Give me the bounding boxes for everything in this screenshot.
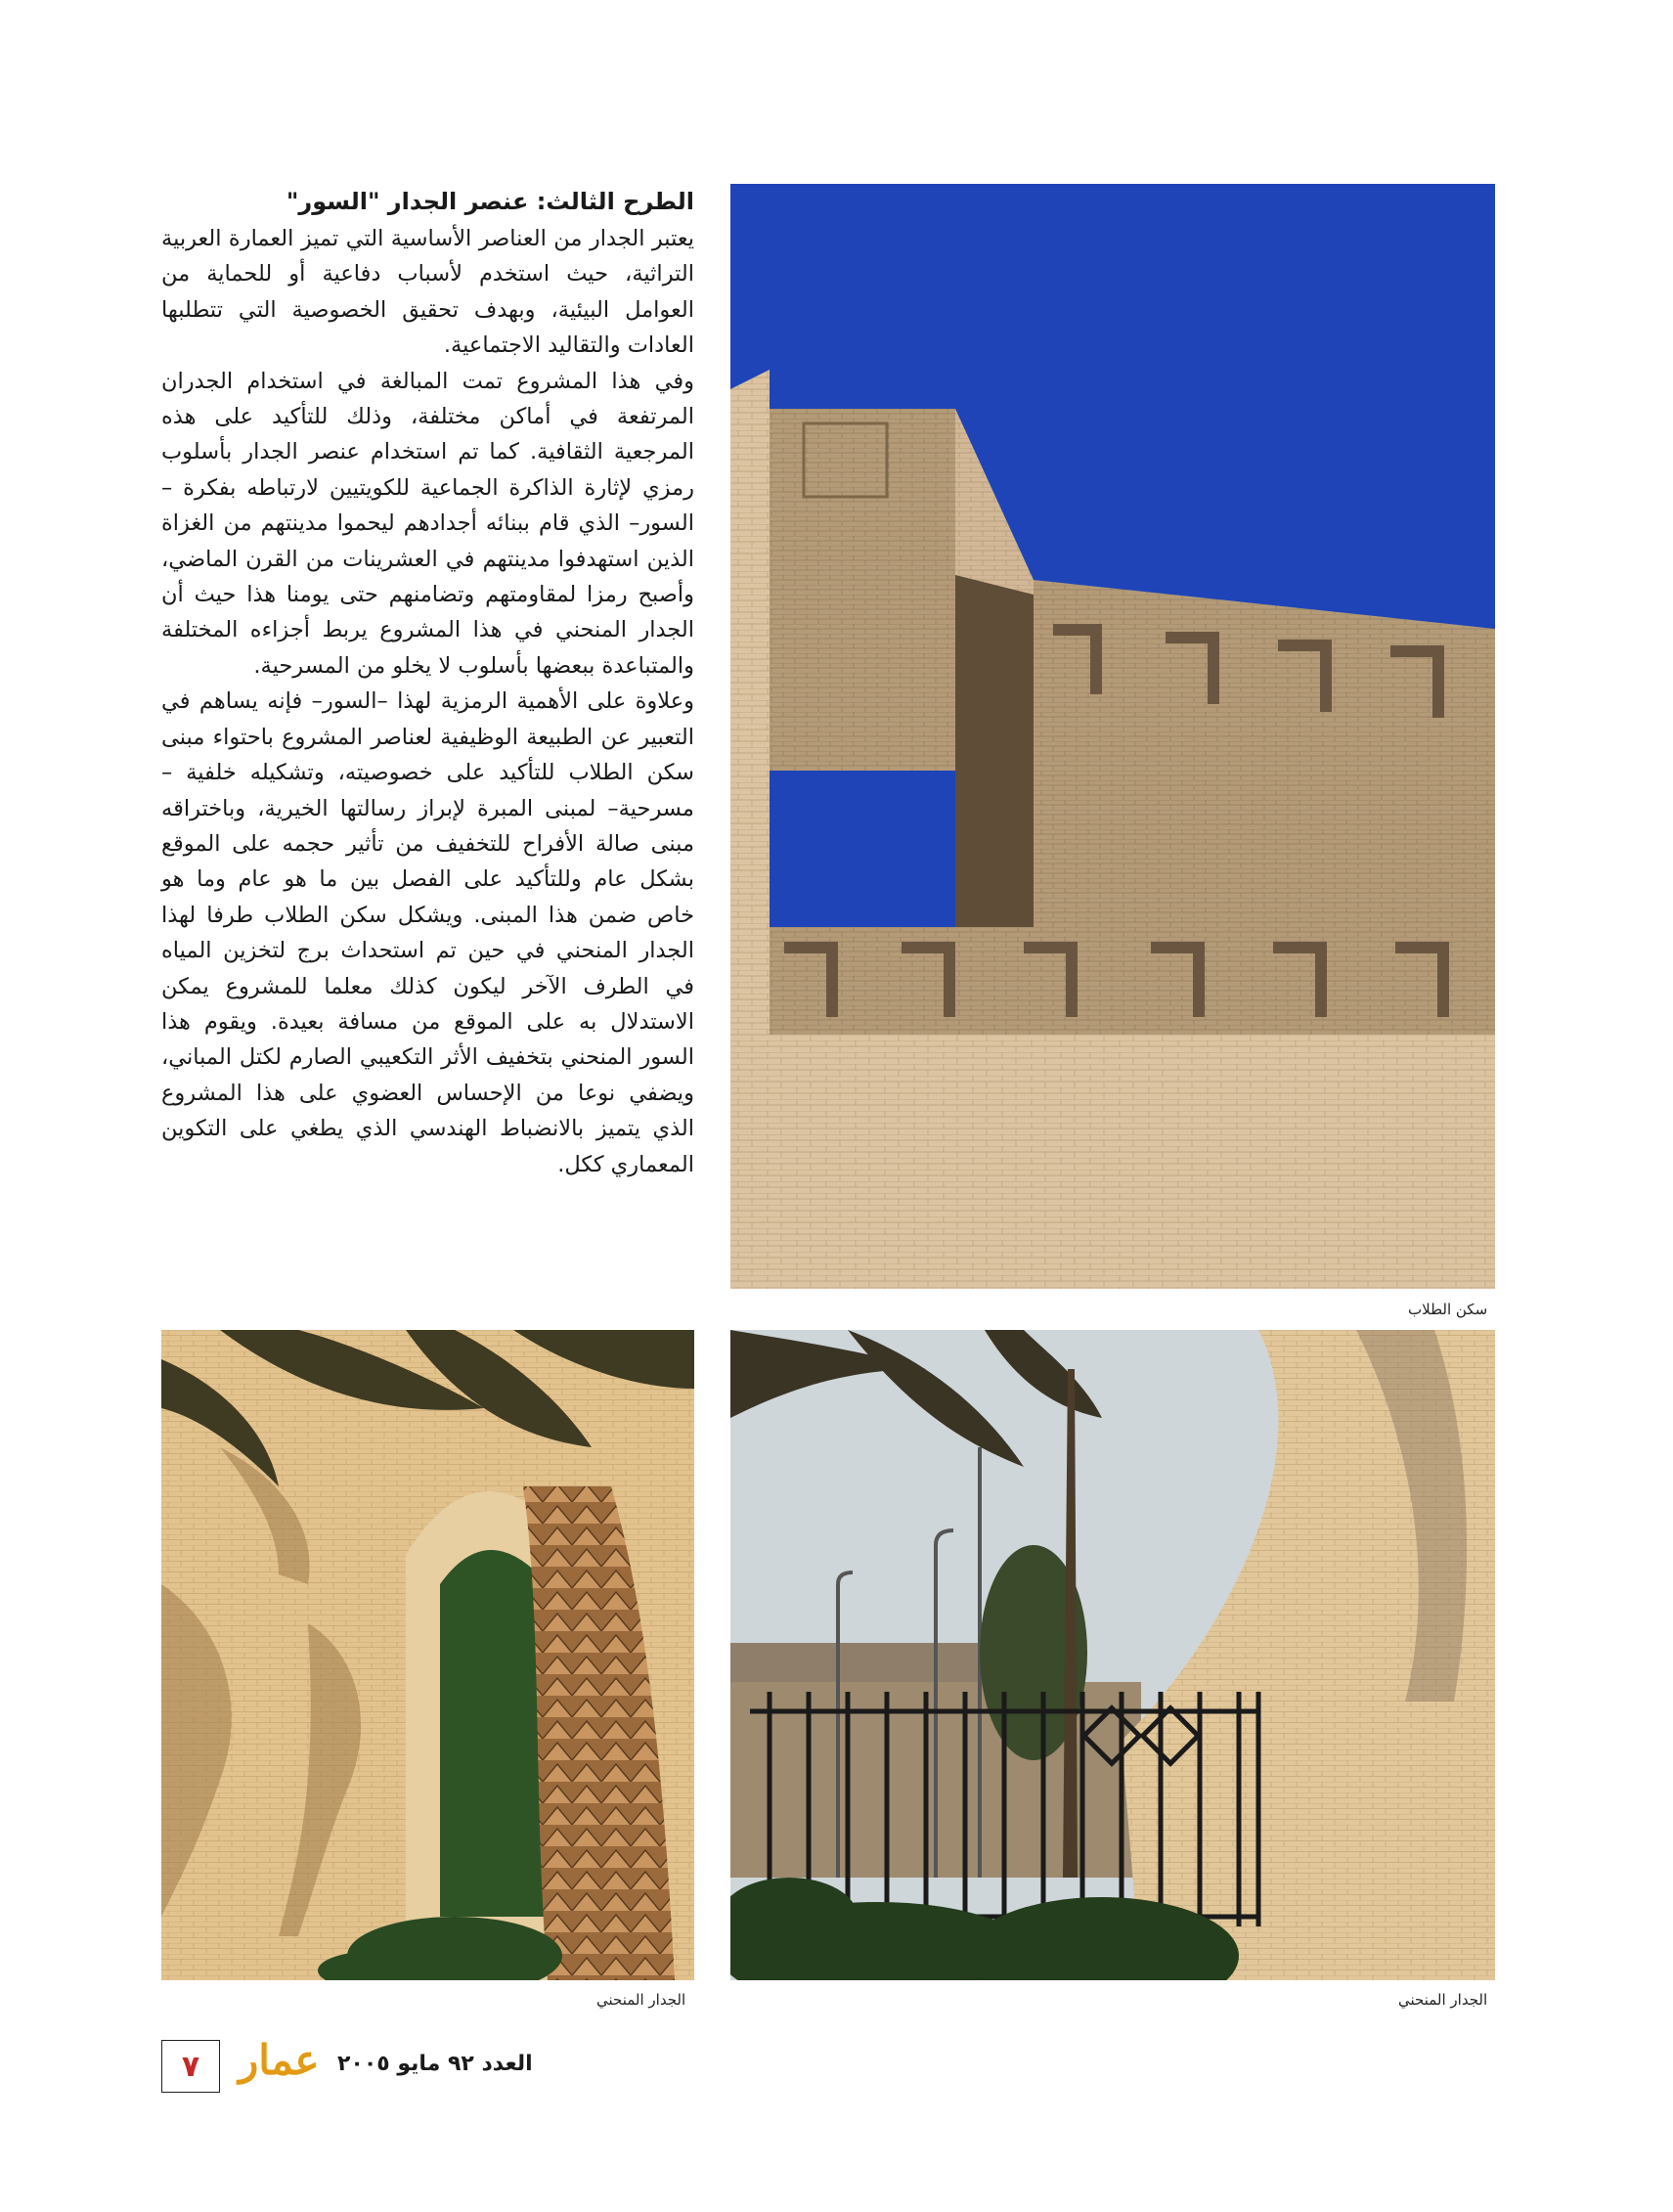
page-number: ٧ — [161, 2040, 220, 2093]
magazine-logo: عمار — [239, 2036, 320, 2084]
caption-student-housing: سكن الطلاب — [1408, 1301, 1488, 1318]
caption-curved-wall-left: الجدار المنحني — [596, 1991, 686, 2009]
photo-curved-wall-gate — [730, 1330, 1495, 1980]
article-paragraph-2: وفي هذا المشروع تمت المبالغة في استخدام الجدران المرتفعة في أماكن مختلفة، وذلك للتأكيد على هذه المرجعية الثقافية. كما تم استخدام عنصر الجدار بأسلوب رمزي لإثارة الذاكرة الجماعية للكويتيين لارتباطه بفكرة –السور– الذي قام ببنائه أجدادهم ليحموا مدينتهم من الغزاة الذين استهدفوا مدينتهم في العشرينات من القرن الماضي، وأصبح رمزا لمقاومتهم وتضامنهم حتى يومنا هذا حيث أن الجدار المنحني في هذا المشروع يربط أجزاءه المختلفة والمتباعدة ببعضها بأسلوب لا يخلو من المسرحية. — [161, 368, 694, 679]
issue-info: العدد ٩٢ مايو ٢٠٠٥ — [337, 2052, 533, 2076]
article-heading: الطرح الثالث: عنصر الجدار "السور" — [286, 188, 694, 215]
photo-palm-curved-wall — [161, 1330, 694, 1980]
article-paragraph-1: يعتبر الجدار من العناصر الأساسية التي تميز العمارة العربية التراثية، حيث استخدم لأسباب دفاعية أو للحماية من العوامل البيئية، وبهدف تحقيق الخصوصية التي تتطلبها العادات والتقاليد الاجتماعية. — [161, 226, 694, 359]
article-column — [161, 184, 694, 1182]
article-paragraph-3: وعلاوة على الأهمية الرمزية لهذا –السور– فإنه يساهم في التعبير عن الطبيعة الوظيفية لعناصر المشروع باحتواء مبنى سكن الطلاب للتأكيد على خصوصيته، وتشكيله خلفية –مسرحية– لمبنى المبرة لإبراز رسالتها الخيرية، وباختراقه مبنى صالة الأفراح للتخفيف من تأثير حجمه على الموقع بشكل عام وللتأكيد على الفصل بين ما هو عام وما هو خاص ضمن هذا المبنى. ويشكل سكن الطلاب طرفا لهذا الجدار المنحني في حين تم استحداث برج لتخزين المياه في الطرف الآخر ليكون كذلك معلما للمشروع يمكن الاستدلال به على الموقع من مسافة بعيدة. ويقوم هذا السور المنحني بتخفيف الأثر التكعيبي الصارم لكتل المباني، ويضفي نوعا من الإحساس العضوي على هذا المشروع الذي يتميز بالانضباط الهندسي الذي يطغي على التكوين المعماري ككل. — [161, 688, 694, 1177]
caption-curved-wall-right: الجدار المنحني — [1398, 1991, 1488, 2009]
photo-student-housing — [730, 184, 1495, 1289]
